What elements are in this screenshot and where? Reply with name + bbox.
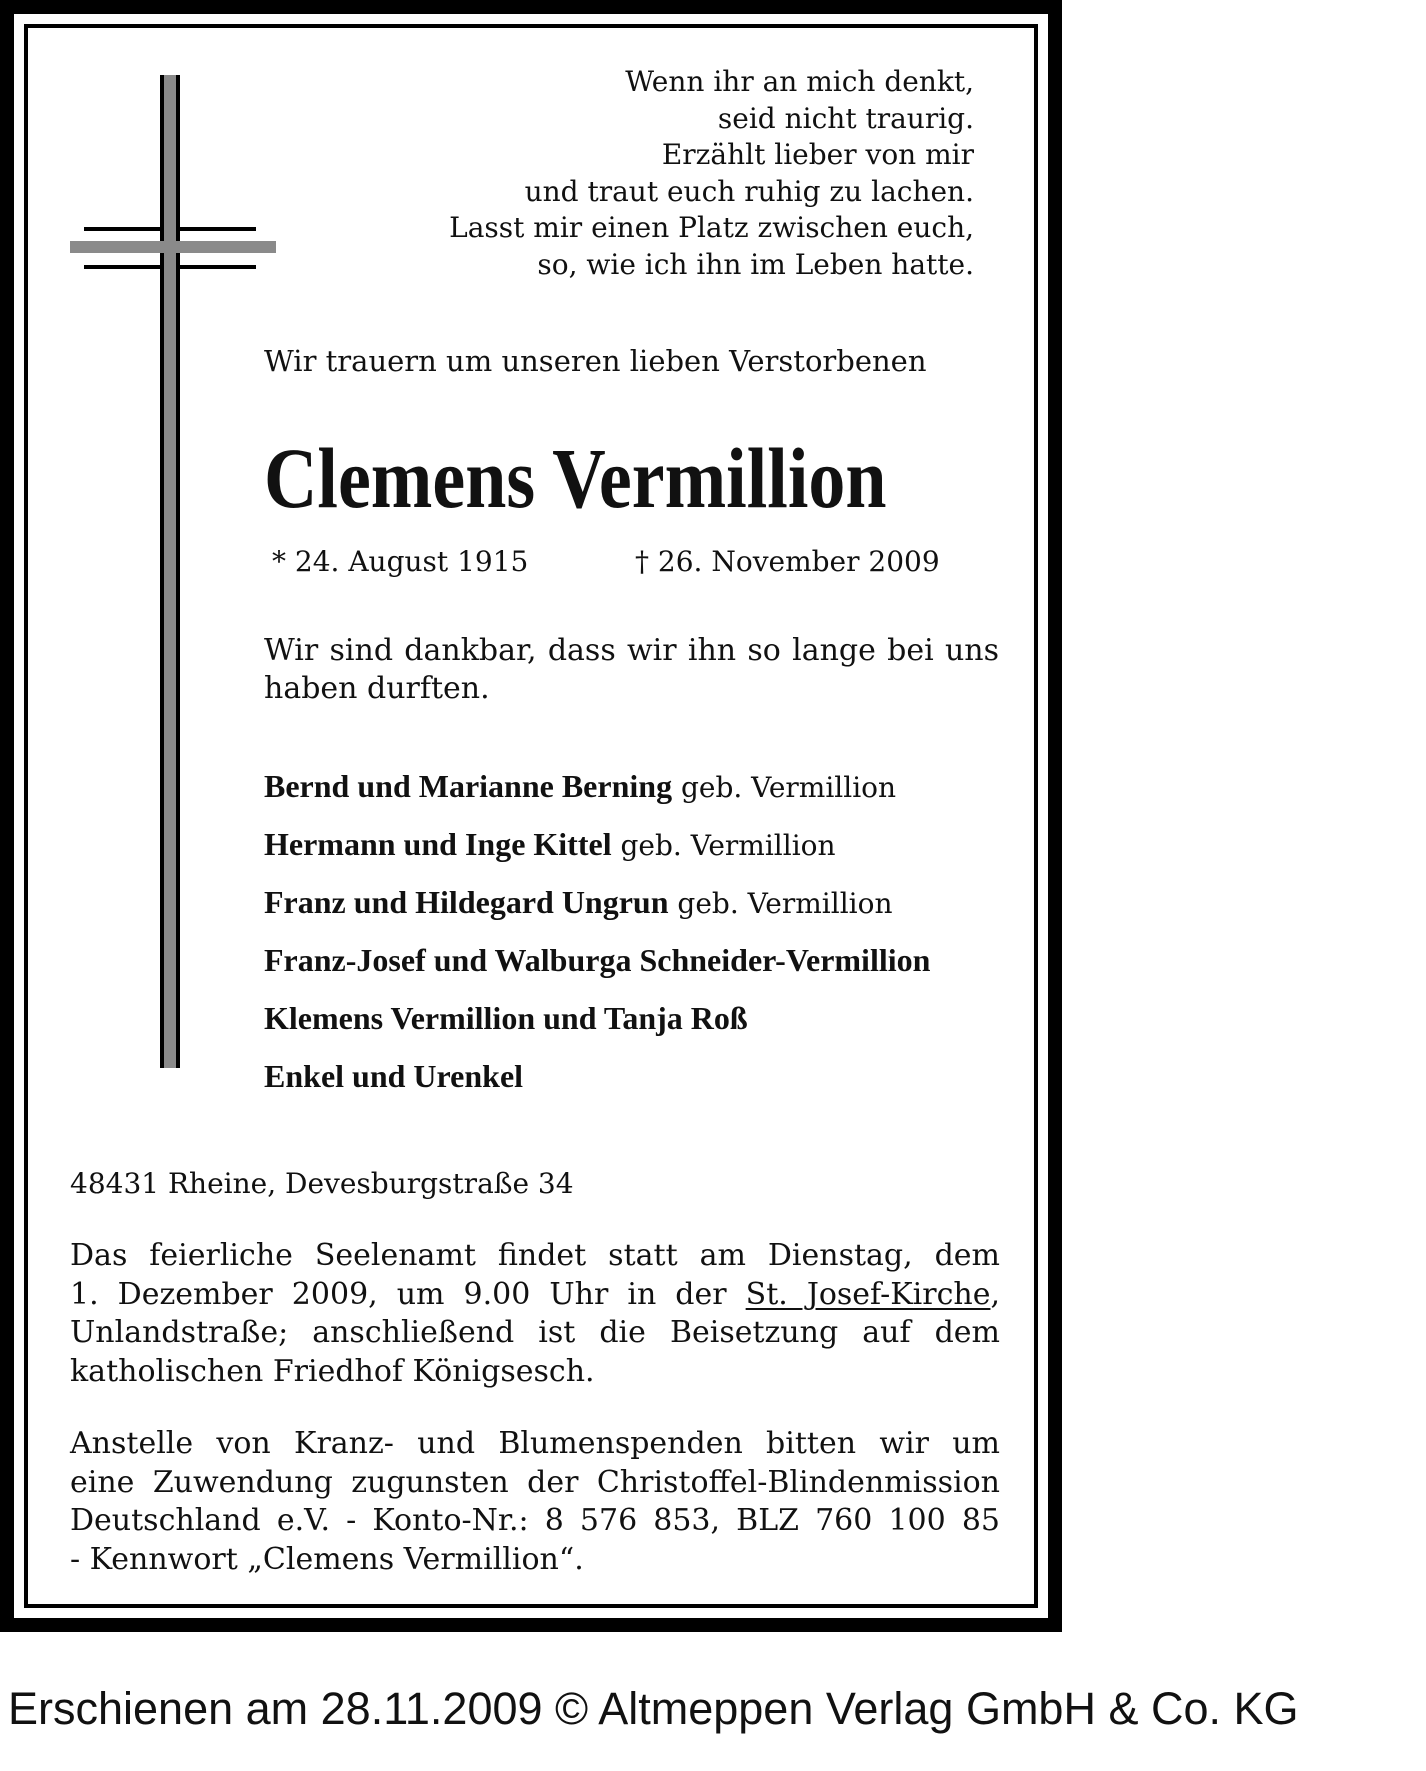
- relative-entry: [264, 940, 930, 998]
- relative-name: Hermann und Inge Kittel: [264, 826, 612, 862]
- poem: [354, 64, 974, 283]
- church-name: St. Josef-Kirche: [745, 1276, 991, 1312]
- relative-entry: [264, 882, 930, 940]
- death-date: † 26. November 2009: [635, 545, 940, 578]
- relative-name: Bernd und Marianne Berning: [264, 768, 673, 804]
- poem-line: so, wie ich ihn im Leben hatte.: [537, 247, 974, 281]
- relative-suffix: geb. Vermillion: [611, 829, 836, 862]
- relative-name: Franz-Josef und Walburga Schneider-Vermillion: [264, 942, 931, 978]
- birth-date: * 24. August 1915: [272, 545, 529, 578]
- publication-footer: Erschienen am 28.11.2009 © Altmeppen Verlag GmbH & Co. KG: [8, 1683, 1299, 1734]
- relative-suffix: geb. Vermillion: [668, 887, 893, 920]
- relative-entry: [264, 1056, 930, 1114]
- mourning-line: Wir trauern um unseren lieben Verstorbenen: [264, 344, 927, 378]
- service-line: Das feierliche Seelenamt findet statt am Dienstag, dem: [70, 1238, 1000, 1273]
- relative-name: Franz und Hildegard Ungrun: [264, 884, 669, 920]
- poem-line: Wenn ihr an mich denkt,: [625, 65, 974, 98]
- relative-entry: [264, 824, 930, 882]
- donation-line: Anstelle von Kranz- und Blumenspenden bitten wir um: [70, 1426, 1000, 1461]
- relative-name: Klemens Vermillion und Tanja Roß: [264, 1000, 748, 1036]
- relatives-list: [264, 766, 930, 1114]
- gratitude-text: Wir sind dankbar, dass wir ihn so lange bei uns haben durften.: [264, 633, 999, 706]
- service-details: [70, 1237, 1000, 1391]
- poem-line: und traut euch ruhig zu lachen.: [524, 174, 974, 208]
- donation-line: Deutschland e.V. - Konto-Nr.: 8 576 853, BLZ 760 100 85: [70, 1503, 1000, 1538]
- donation-line: - Kennwort „Clemens Vermillion“.: [70, 1541, 584, 1577]
- service-text: ,: [990, 1276, 1000, 1312]
- obituary-panel: [14, 14, 1048, 1618]
- donation-line: eine Zuwendung zugunsten der Christoffel-Blindenmission: [70, 1464, 1000, 1500]
- donation-request: [70, 1425, 1000, 1579]
- deceased-name: Clemens Vermillion: [264, 430, 887, 526]
- service-line: Unlandstraße; anschließend ist die Beisetzung auf dem: [70, 1315, 1000, 1350]
- poem-line: Erzählt lieber von mir: [661, 138, 974, 171]
- relative-name: Enkel und Urenkel: [264, 1058, 524, 1094]
- service-text: 1. Dezember 2009, um 9.00 Uhr in der: [70, 1276, 746, 1312]
- relative-entry: [264, 766, 930, 824]
- poem-line: Lasst mir einen Platz zwischen euch,: [449, 211, 974, 244]
- service-line: katholischen Friedhof Königsesch.: [70, 1353, 595, 1389]
- relative-suffix: geb. Vermillion: [672, 771, 897, 804]
- service-line: [70, 1276, 1000, 1315]
- relative-entry: [264, 998, 930, 1056]
- family-address: 48431 Rheine, Devesburgstraße 34: [70, 1167, 574, 1200]
- poem-line: seid nicht traurig.: [717, 101, 974, 135]
